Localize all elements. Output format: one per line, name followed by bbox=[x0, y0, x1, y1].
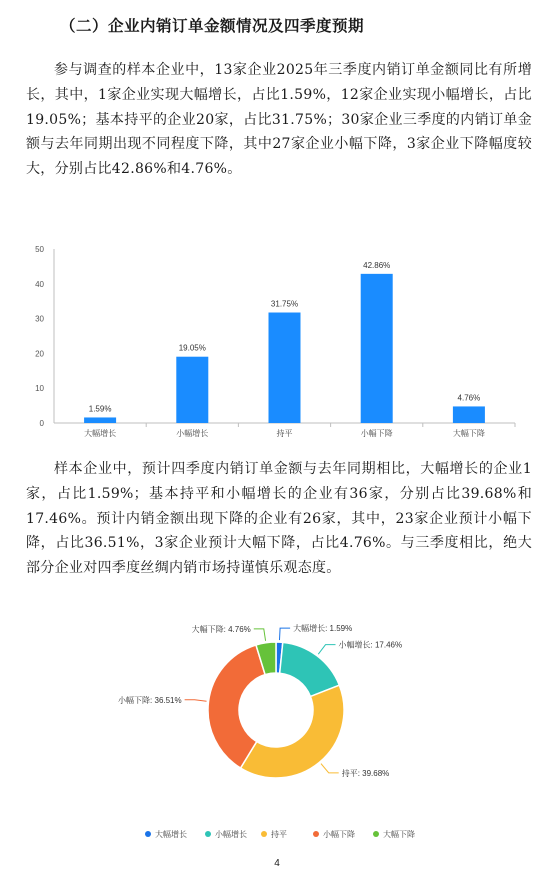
x-tick-label: 大幅下降 bbox=[452, 429, 485, 438]
slice-label: 小幅下降: 36.51% bbox=[118, 695, 182, 705]
paragraph-q4-forecast: 样本企业中，预计四季度内销订单金额与去年同期相比，大幅增长的企业1家，占比1.59%；基本持平和小幅增长的企业有36家，分别占比39.68%和17.46%。预计内销金额出现下降的企业有26家，其中，23家企业预计小幅下降，占比36.51%，3家企业预计大幅下降，占比4.76%。与三季度相比，绝大部分企业对四季度丝绸内销市场持谨慎乐观态度。 bbox=[26, 461, 532, 577]
bar bbox=[176, 357, 208, 423]
y-tick-label: 40 bbox=[35, 279, 44, 289]
legend-marker bbox=[373, 831, 379, 837]
slice-label: 小幅增长: 17.46% bbox=[338, 640, 403, 650]
y-tick-label: 50 bbox=[35, 245, 44, 254]
slice-label: 大幅增长: 1.59% bbox=[293, 624, 353, 634]
bar-value-label: 31.75% bbox=[270, 299, 299, 309]
legend-label: 小幅增长 bbox=[215, 830, 247, 839]
legend-label: 大幅下降 bbox=[383, 830, 415, 839]
slice-leader-line bbox=[321, 764, 339, 773]
page-number: 4 bbox=[274, 858, 280, 869]
legend-label: 持平 bbox=[271, 830, 287, 839]
bar bbox=[453, 406, 485, 423]
slice-leader-line bbox=[254, 629, 266, 641]
y-tick-label: 30 bbox=[35, 314, 44, 324]
legend-marker bbox=[205, 831, 211, 837]
bar-value-label: 4.76% bbox=[457, 393, 481, 403]
slice-label: 持平: 39.68% bbox=[341, 768, 390, 778]
donut-chart-q4 bbox=[0, 608, 554, 852]
section-heading: （二）企业内销订单金额情况及四季度预期 bbox=[60, 17, 365, 35]
legend-marker bbox=[261, 831, 267, 837]
x-tick-label: 持平 bbox=[276, 429, 293, 438]
bar bbox=[84, 417, 116, 423]
bar-chart-q3 bbox=[0, 236, 554, 446]
bar bbox=[269, 313, 301, 423]
x-tick-label: 大幅增长 bbox=[84, 429, 117, 438]
bar-value-label: 42.86% bbox=[363, 260, 391, 270]
legend-label: 大幅增长 bbox=[155, 830, 187, 839]
x-tick-label: 小幅增长 bbox=[176, 429, 209, 438]
bar-value-label: 19.05% bbox=[178, 343, 206, 353]
y-tick-label: 20 bbox=[35, 349, 44, 359]
slice-leader-line bbox=[318, 645, 335, 655]
bar-value-label: 1.59% bbox=[88, 404, 112, 414]
x-tick-label: 小幅下降 bbox=[360, 429, 393, 438]
legend-label: 小幅下降 bbox=[323, 830, 355, 839]
slice-leader-line bbox=[279, 628, 290, 640]
legend-marker bbox=[145, 831, 151, 837]
donut-slice bbox=[241, 685, 344, 778]
bar bbox=[361, 274, 393, 423]
paragraph-q3-summary: 参与调查的样本企业中，13家企业2025年三季度内销订单金额同比有所增长，其中，1家企业实现大幅增长，占比1.59%，12家企业实现小幅增长，占比19.05%；基本持平的企业20家，占比31.75%；30家企业三季度的内销订单金额与去年同期出现不同程度下降，其中27家企业小幅下降，3家企业下降幅度较大，分别占比42.86%和4.76%。 bbox=[26, 62, 532, 178]
slice-label: 大幅下降: 4.76% bbox=[191, 624, 251, 634]
y-tick-label: 0 bbox=[39, 419, 44, 428]
legend-marker bbox=[313, 831, 319, 837]
y-tick-label: 10 bbox=[35, 384, 44, 394]
slice-leader-line bbox=[185, 700, 207, 701]
